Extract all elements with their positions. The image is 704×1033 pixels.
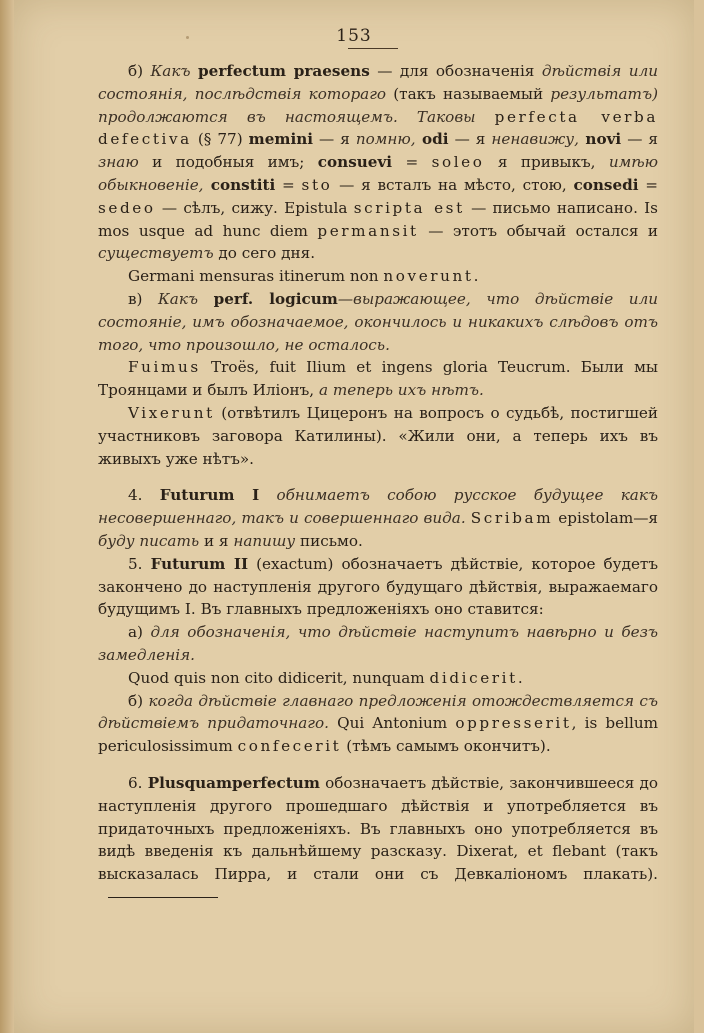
spaced-latin: oppresserit [455, 714, 572, 733]
subparagraph-a [98, 621, 658, 667]
text-run: = [638, 175, 658, 194]
text-run: — я [621, 130, 658, 149]
text-run: = [275, 175, 302, 194]
spaced-latin: soleo [431, 153, 485, 172]
spaced-latin: perfecta verba defectiva [98, 107, 658, 149]
term-bold: Plusquamperfectum [147, 773, 320, 792]
spaced-latin: noverunt [383, 267, 474, 286]
text-run: —я [633, 509, 659, 528]
term-bold: perfectum praesens [198, 62, 370, 80]
term-bold: Futurum I [159, 486, 260, 505]
text-run: — этотъ обычай остался и [418, 221, 659, 240]
section-number: 6. [128, 773, 143, 792]
text-run: — для обозначенія [369, 62, 542, 80]
text-run: — я [313, 130, 356, 149]
italic-text: результатъ) продолжаются въ настоящемъ. Таковы [98, 84, 658, 126]
text-run: — я всталъ на мѣсто, стою, [332, 175, 574, 194]
example-fuimus [98, 356, 658, 402]
spaced-latin: scripta est [353, 198, 465, 217]
text-run: Germani mensuras itinerum non [128, 267, 384, 286]
text-run: — письмо написано. Is mos usque ad hunc diem [98, 198, 658, 240]
term-bold: memini [248, 130, 314, 149]
spaced-latin: sedeo [98, 198, 156, 217]
italic-text: буду писать [98, 531, 200, 550]
term-bold: perf. logicum [213, 289, 338, 308]
italic-text: для обозначенія, что дѣйствіе наступитъ навѣрно и безъ замедленія. [98, 623, 659, 664]
term-bold: consedi [573, 175, 639, 194]
text-run: . [473, 267, 479, 286]
list-marker: а) [128, 623, 143, 642]
text-run: = [392, 153, 432, 172]
text-run: , is bellum periculosissimum [98, 714, 659, 756]
page-number: 153 [336, 26, 372, 46]
italic-text: а теперь ихъ нѣтъ. [318, 381, 484, 400]
paragraph-plusquamperfectum [98, 772, 658, 909]
italic-text: помню, [355, 130, 416, 149]
text-run: (тѣмъ самымъ окончитъ). [341, 737, 551, 756]
book-page [14, 0, 694, 1033]
spaced-latin: Scribam [470, 509, 554, 528]
text-run: до сего дня. [213, 244, 316, 263]
text-run: (такъ называемый [386, 84, 551, 103]
section-number: 4. [128, 486, 143, 505]
spaced-latin: didicerit [429, 668, 518, 687]
text-run: (§ 77) [191, 130, 249, 149]
term-bold: novi [578, 130, 622, 149]
text-run: Quod quis non cito didicerit, nunquam [128, 668, 430, 687]
paragraph-futurum-2 [98, 553, 658, 621]
text-run: Qui Antonium [328, 714, 456, 733]
italic-text: —выражающее, что дѣйствіе или состояніе, имъ обозначаемое, окончилось и никакихъ слѣдовъ отъ того, что произошло, не осталось. [98, 289, 659, 354]
text-run: (такъ высказалась Пирра, и стали они съ Девкаліономъ плакать). [98, 842, 658, 884]
section-number: 5. [128, 554, 143, 573]
paper-blot [186, 36, 189, 39]
example-germani [98, 265, 658, 288]
list-marker: б) [128, 691, 144, 710]
spaced-latin: confecerit [237, 737, 342, 756]
text-run: Troës, fuit Ilium et ingens gloria Teucrum. Были мы Троянцами и былъ Иліонъ, [98, 358, 658, 400]
spaced-latin: Fuimus [128, 358, 201, 377]
text-run: (exactum) обозначаетъ дѣйствіе, которое будетъ закончено до наступленія другого будущаго дѣйствія, выражаемаго будущимъ I. Въ главныхъ предложеніяхъ оно ставится: [98, 554, 659, 619]
italic-text: Какъ [158, 289, 199, 308]
italic-text: дѣйствія или состоянія, послѣдствія котораго [98, 62, 659, 103]
text-run: . [517, 668, 523, 687]
text-run: — я [448, 130, 492, 149]
example-vixerunt [98, 402, 658, 470]
page-left-edge [0, 0, 14, 1033]
page-number-rule [348, 48, 398, 49]
paragraph-perfectum-praesens [98, 60, 658, 265]
latin-phrase: Dixerat, et flebant [456, 842, 606, 861]
term-bold: constiti [203, 175, 276, 194]
text-run: epistolam [553, 509, 634, 528]
example-quod [98, 667, 658, 690]
list-marker: б) [128, 62, 144, 80]
text-run: — сѣлъ, сижу. Epistula [155, 198, 354, 217]
page-text [98, 60, 658, 909]
subparagraph-b [98, 690, 658, 758]
list-marker: в) [128, 289, 143, 308]
text-run: письмо. [295, 531, 363, 550]
text-run: и я [199, 531, 234, 550]
spaced-latin: Vixerunt [128, 403, 215, 422]
italic-text: Какъ [150, 62, 191, 80]
term-bold: odi [415, 130, 449, 149]
text-run: (отвѣтилъ Цицеронъ на вопросъ о судьбѣ, постигшей участниковъ заговора Катилины). «Жили они, а теперь ихъ въ живыхъ уже нѣтъ». [98, 403, 658, 468]
italic-text: знаю [98, 153, 139, 172]
italic-text: напишу [233, 531, 296, 550]
italic-text: имѣю обыкновеніе, [98, 153, 658, 194]
text-run: и подобныя имъ; [138, 153, 318, 172]
term-bold: consuevi [317, 153, 393, 172]
spaced-latin: sto [301, 175, 333, 194]
spaced-latin: permansit [317, 221, 419, 240]
italic-text: ненавижу, [491, 130, 579, 149]
paragraph-perfectum-logicum [98, 288, 658, 356]
italic-text: существуетъ [98, 244, 214, 263]
text-run: обозначаетъ дѣйствіе, закончившееся до наступленія другого прошедшаго дѣйствія и употребляется въ придаточныхъ предложеніяхъ. Въ главныхъ оно употребляется въ видѣ введенія къ дальнѣйшему разсказу. [98, 773, 658, 861]
end-rule [108, 897, 218, 898]
paragraph-futurum-1 [98, 484, 658, 552]
term-bold: Futurum II [150, 554, 249, 573]
italic-text: обнимаетъ собою русское будущее какъ несовершеннаго, такъ и совершеннаго вида. [98, 486, 659, 528]
italic-text: когда дѣйствіе главнаго предложенія отождествляется съ дѣйствіемъ придаточнаго. [98, 691, 658, 733]
text-run: я привыкъ, [484, 153, 609, 172]
